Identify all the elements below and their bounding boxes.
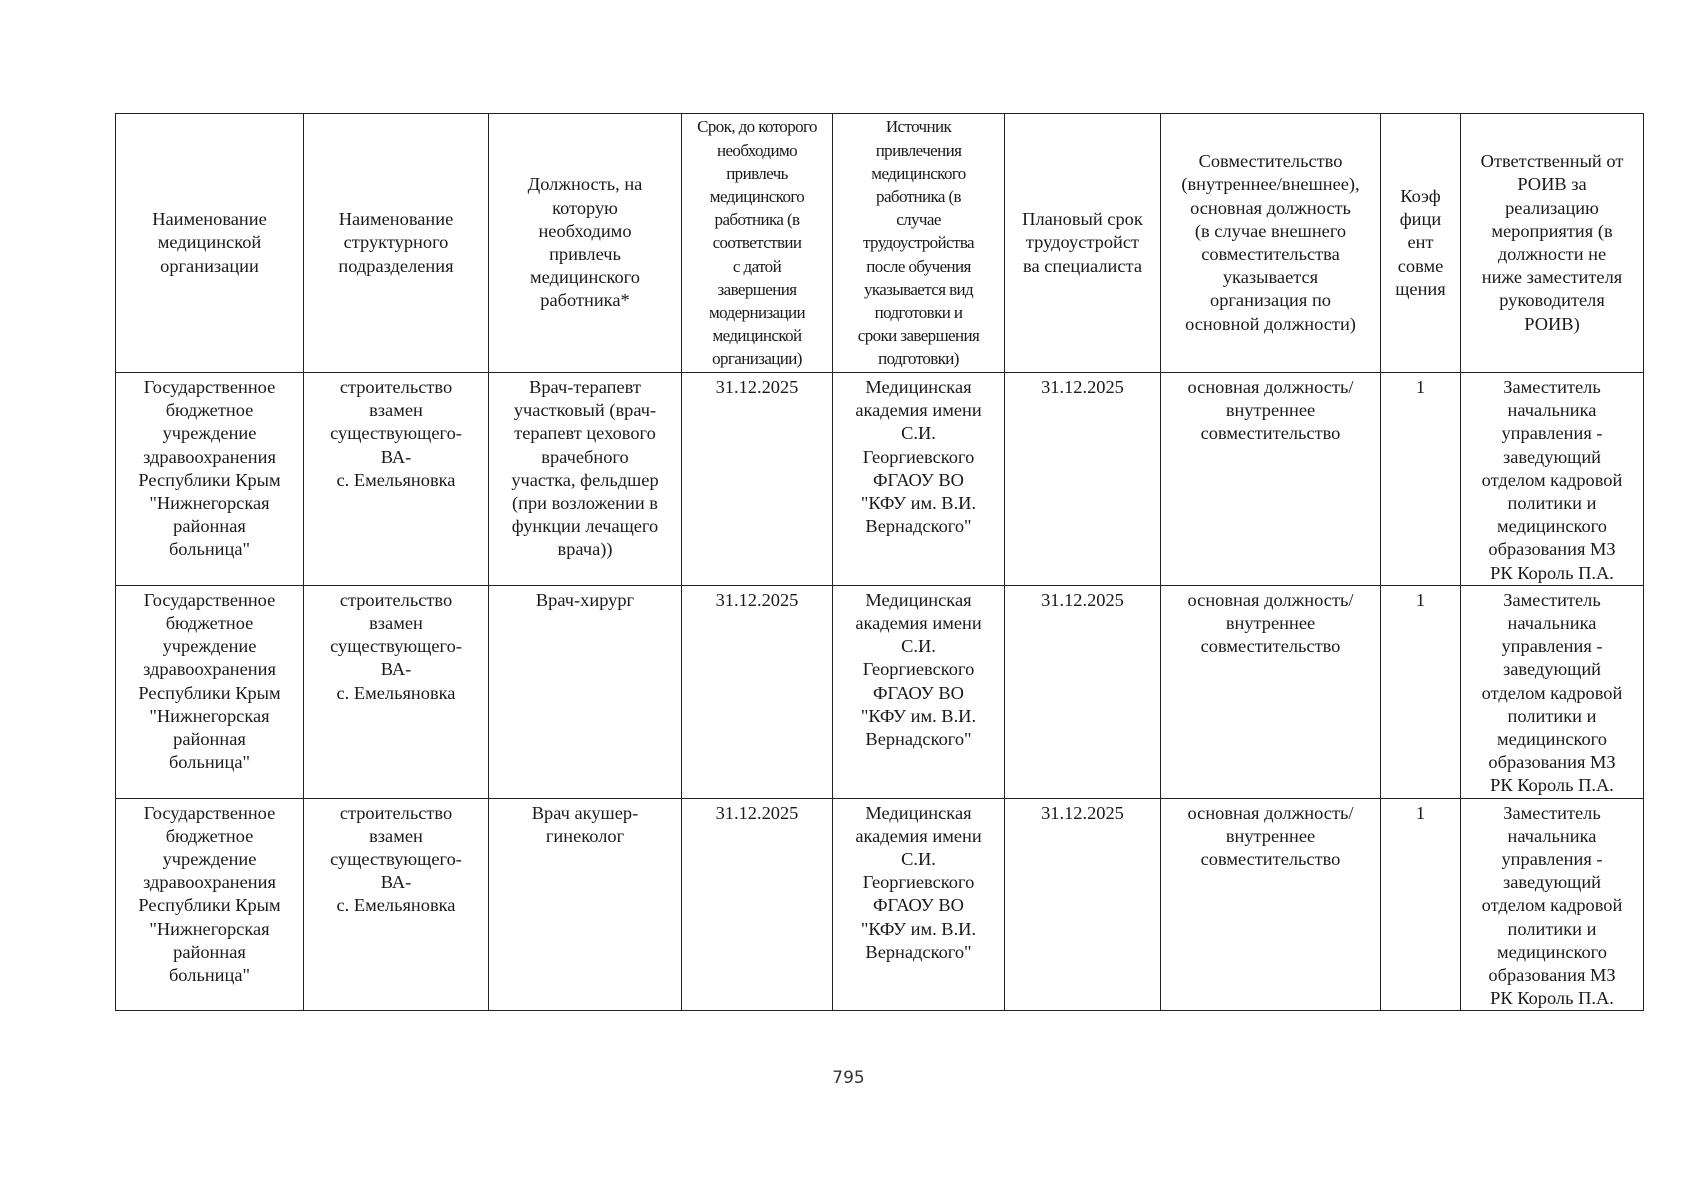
cell-planned-date: 31.12.2025	[1005, 798, 1161, 1011]
header-deadline: Срок, до которого необходимо привлечь медицинского работника (в соответствии с датой завершения модернизации медицинской организации)	[682, 114, 833, 373]
header-position: Должность, на которую необходимо привлечь медицинского работника*	[489, 114, 682, 373]
cell-deadline: 31.12.2025	[682, 373, 833, 586]
cell-coefficient: 1	[1381, 373, 1461, 586]
cell-source: Медицинская академия имени С.И. Георгиевского ФГАОУ ВО "КФУ им. В.И. Вернадского"	[833, 798, 1005, 1011]
cell-position: Врач-терапевт участковый (врач- терапевт цехового врачебного участка, фельдшер (при возложении в функции лечащего врача))	[489, 373, 682, 586]
header-subdivision: Наименование структурного подразделения	[304, 114, 489, 373]
cell-responsible: Заместитель начальника управления - заведующий отделом кадровой политики и медицинского образования МЗ РК Король П.А.	[1461, 585, 1644, 798]
cell-subdivision: строительство взамен существующего- ВА- с. Емельяновка	[304, 798, 489, 1011]
cell-subdivision: строительство взамен существующего- ВА- с. Емельяновка	[304, 373, 489, 586]
table-row	[116, 373, 1644, 586]
cell-coefficient: 1	[1381, 585, 1461, 798]
header-coefficient: Коэф фици ент совме щения	[1381, 114, 1461, 373]
cell-deadline: 31.12.2025	[682, 585, 833, 798]
cell-responsible: Заместитель начальника управления - заведующий отделом кадровой политики и медицинского образования МЗ РК Король П.А.	[1461, 798, 1644, 1011]
cell-subdivision: строительство взамен существующего- ВА- с. Емельяновка	[304, 585, 489, 798]
header-combination: Совместительство (внутреннее/внешнее), основная должность (в случае внешнего совместительства указывается организация по основной должности)	[1161, 114, 1381, 373]
cell-planned-date: 31.12.2025	[1005, 585, 1161, 798]
cell-organization: Государственное бюджетное учреждение здравоохранения Республики Крым "Нижнегорская районная больница"	[116, 373, 304, 586]
cell-position: Врач-хирург	[489, 585, 682, 798]
cell-deadline: 31.12.2025	[682, 798, 833, 1011]
header-organization: Наименование медицинской организации	[116, 114, 304, 373]
cell-organization: Государственное бюджетное учреждение здравоохранения Республики Крым "Нижнегорская районная больница"	[116, 585, 304, 798]
header-responsible: Ответственный от РОИВ за реализацию мероприятия (в должности не ниже заместителя руководителя РОИВ)	[1461, 114, 1644, 373]
cell-combination: основная должность/ внутреннее совместительство	[1161, 373, 1381, 586]
header-planned-date: Плановый срок трудоустройст ва специалиста	[1005, 114, 1161, 373]
cell-coefficient: 1	[1381, 798, 1461, 1011]
table-row	[116, 798, 1644, 1011]
cell-organization: Государственное бюджетное учреждение здравоохранения Республики Крым "Нижнегорская районная больница"	[116, 798, 304, 1011]
cell-combination: основная должность/ внутреннее совместительство	[1161, 585, 1381, 798]
cell-planned-date: 31.12.2025	[1005, 373, 1161, 586]
cell-combination: основная должность/ внутреннее совместительство	[1161, 798, 1381, 1011]
header-source: Источник привлечения медицинского работника (в случае трудоустройства после обучения указывается вид подготовки и сроки завершения подготовки)	[833, 114, 1005, 373]
cell-source: Медицинская академия имени С.И. Георгиевского ФГАОУ ВО "КФУ им. В.И. Вернадского"	[833, 585, 1005, 798]
staffing-table	[115, 113, 1644, 1011]
table-header-row	[116, 114, 1644, 373]
table-row	[116, 585, 1644, 798]
cell-position: Врач акушер- гинеколог	[489, 798, 682, 1011]
cell-responsible: Заместитель начальника управления - заведующий отделом кадровой политики и медицинского образования МЗ РК Король П.А.	[1461, 373, 1644, 586]
page-number: 795	[832, 1068, 865, 1088]
cell-source: Медицинская академия имени С.И. Георгиевского ФГАОУ ВО "КФУ им. В.И. Вернадского"	[833, 373, 1005, 586]
